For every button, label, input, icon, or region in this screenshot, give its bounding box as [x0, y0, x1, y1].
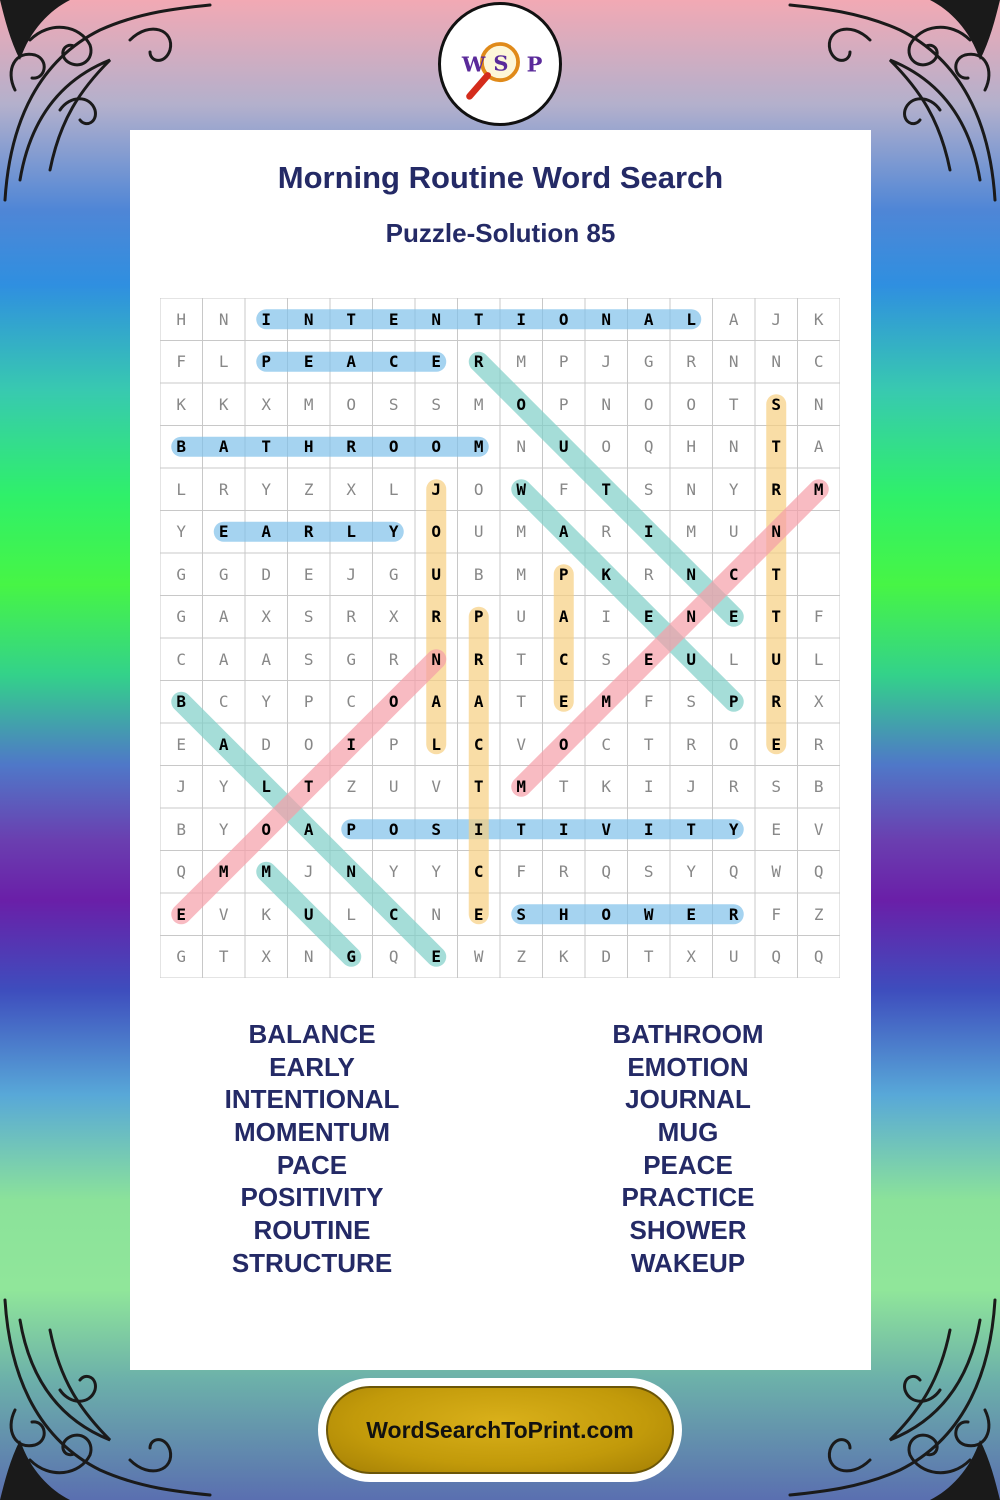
grid-cell: N	[601, 309, 612, 329]
grid-cell: M	[686, 522, 697, 542]
grid-cell: T	[558, 777, 569, 797]
grid-cell: L	[813, 649, 824, 669]
grid-cell: Q	[813, 862, 824, 882]
grid-cell: J	[771, 309, 782, 329]
grid-cell: M	[813, 479, 824, 499]
grid-cell: Z	[346, 777, 357, 797]
grid-cell: P	[388, 734, 399, 754]
grid-cell: T	[516, 692, 527, 712]
grid-cell: T	[218, 947, 229, 967]
grid-cell: O	[261, 819, 272, 839]
grid-cell: Q	[813, 947, 824, 967]
grid-cell: M	[303, 394, 314, 414]
grid-cell: R	[218, 479, 229, 499]
grid-cell: C	[728, 564, 739, 584]
grid-cell: N	[686, 564, 697, 584]
grid-cell: C	[346, 692, 357, 712]
grid-cell: X	[261, 947, 272, 967]
grid-cell: N	[218, 309, 229, 329]
grid-cell: B	[473, 564, 484, 584]
grid-cell: B	[813, 777, 824, 797]
grid-cell: E	[431, 352, 442, 372]
word-list-item: SHOWER	[629, 1215, 747, 1246]
grid-cell: U	[771, 649, 782, 669]
grid-cell: C	[176, 649, 187, 669]
grid-cell: L	[431, 734, 442, 754]
grid-cell: A	[218, 734, 229, 754]
logo-letter-p: P	[526, 51, 543, 77]
grid-cell: F	[516, 862, 527, 882]
grid-cell: O	[686, 394, 697, 414]
word-list-item: MOMENTUM	[234, 1117, 390, 1148]
page-subtitle: Puzzle-Solution 85	[385, 218, 616, 248]
grid-cell: O	[601, 904, 612, 924]
grid-cell: Q	[728, 862, 739, 882]
grid-cell: Q	[388, 947, 399, 967]
grid-cell: J	[176, 777, 187, 797]
grid-cell: R	[686, 352, 697, 372]
grid-cell	[798, 553, 841, 596]
grid-cell: P	[728, 692, 739, 712]
grid-cell: G	[643, 352, 654, 372]
grid-cell: U	[516, 607, 527, 627]
grid-cell: T	[601, 479, 612, 499]
grid-cell: R	[813, 734, 824, 754]
grid-cell: I	[473, 819, 484, 839]
grid-cell: J	[346, 564, 357, 584]
grid-cell: Y	[728, 819, 739, 839]
grid-cell: N	[431, 904, 442, 924]
grid-cell: R	[728, 904, 739, 924]
grid-cell: S	[431, 819, 442, 839]
grid-cell: I	[558, 819, 569, 839]
grid-cell: N	[601, 394, 612, 414]
grid-cell: G	[346, 947, 357, 967]
grid-cell: E	[176, 904, 187, 924]
word-list-item: BATHROOM	[612, 1019, 764, 1049]
grid-cell: I	[643, 522, 654, 542]
word-list-left	[132, 1018, 492, 1280]
grid-cell: L	[346, 522, 357, 542]
grid-cell: A	[431, 692, 442, 712]
grid-cell: M	[516, 352, 527, 372]
grid-cell: W	[473, 947, 484, 967]
grid-cell: O	[558, 309, 569, 329]
grid-cell: N	[431, 309, 442, 329]
word-list-item: STRUCTURE	[231, 1247, 393, 1278]
grid-cell: E	[771, 734, 782, 754]
grid-cell: X	[261, 394, 272, 414]
grid-cell: B	[176, 692, 187, 712]
grid-cell: I	[643, 819, 654, 839]
grid-cell: W	[771, 862, 782, 882]
grid-cell: I	[261, 309, 272, 329]
grid-cell: Z	[813, 904, 824, 924]
grid-cell: E	[728, 607, 739, 627]
grid-cell: Y	[261, 692, 272, 712]
grid-cell: S	[303, 607, 314, 627]
grid-cell: I	[516, 309, 527, 329]
grid-cell: C	[473, 862, 484, 882]
grid-cell: A	[728, 309, 739, 329]
grid-cell: U	[388, 777, 399, 797]
word-grid	[160, 298, 840, 978]
grid-cell: V	[601, 819, 612, 839]
grid-cell: H	[558, 904, 569, 924]
grid-cell: I	[643, 777, 654, 797]
grid-cell: L	[346, 904, 357, 924]
grid-cell: W	[643, 904, 654, 924]
grid-cell: P	[558, 394, 569, 414]
grid-cell: H	[176, 309, 187, 329]
grid-cell: C	[473, 734, 484, 754]
grid-cell: D	[601, 947, 612, 967]
grid-cell: T	[686, 819, 697, 839]
grid-cell: G	[176, 564, 187, 584]
grid-cell: I	[601, 607, 612, 627]
grid-cell: R	[473, 649, 484, 669]
grid-cell: A	[643, 309, 654, 329]
grid-cell: E	[686, 904, 697, 924]
grid-cell: R	[728, 777, 739, 797]
grid-cell: L	[388, 479, 399, 499]
logo-letter-s: S	[493, 50, 509, 76]
grid-cell: S	[303, 649, 314, 669]
grid-cell: R	[346, 607, 357, 627]
word-list-item: INTENTIONAL	[224, 1084, 400, 1115]
grid-cell: G	[176, 947, 187, 967]
grid-cell: N	[303, 947, 314, 967]
logo-letter-w: W	[461, 51, 486, 77]
grid-cell: T	[516, 649, 527, 669]
grid-cell: O	[431, 522, 442, 542]
grid-cell: R	[771, 692, 782, 712]
grid-cell: H	[686, 437, 697, 457]
grid-cell: J	[431, 479, 442, 499]
grid-cell: Q	[176, 862, 187, 882]
grid-cell: Y	[388, 522, 399, 542]
grid-cell: E	[388, 309, 399, 329]
grid-cell: C	[558, 649, 569, 669]
grid-cell: A	[346, 352, 357, 372]
grid-cell: P	[346, 819, 357, 839]
grid-cell: V	[431, 777, 442, 797]
grid-cell: C	[813, 352, 824, 372]
grid-cell: E	[473, 904, 484, 924]
grid-cell: R	[686, 734, 697, 754]
grid-cell: R	[601, 522, 612, 542]
grid-cell: N	[771, 352, 782, 372]
grid-cell: O	[431, 437, 442, 457]
grid-cell: T	[771, 607, 782, 627]
grid-cell: C	[601, 734, 612, 754]
grid-cell: F	[558, 479, 569, 499]
grid-cell: J	[686, 777, 697, 797]
grid-cell: O	[516, 394, 527, 414]
word-list-item: MUG	[657, 1117, 719, 1148]
grid-cell: Y	[218, 777, 229, 797]
grid-cell: E	[176, 734, 187, 754]
grid-cell: Q	[601, 862, 612, 882]
grid-cell: I	[346, 734, 357, 754]
grid-cell: X	[261, 607, 272, 627]
grid-cell: M	[516, 564, 527, 584]
grid-cell: Y	[176, 522, 187, 542]
grid-cell: K	[601, 564, 612, 584]
grid-cell: S	[643, 862, 654, 882]
grid-cell: C	[388, 352, 399, 372]
grid-cell: T	[728, 394, 739, 414]
grid-cell: G	[176, 607, 187, 627]
grid-cell: P	[558, 352, 569, 372]
grid-cell: P	[303, 692, 314, 712]
grid-cell: T	[771, 564, 782, 584]
website-link-button[interactable]: WordSearchToPrint.com	[326, 1386, 674, 1474]
grid-cell: R	[473, 352, 484, 372]
grid-cell: A	[261, 649, 272, 669]
grid-cell: N	[686, 607, 697, 627]
grid-cell: P	[261, 352, 272, 372]
grid-cell: K	[558, 947, 569, 967]
grid-cell: T	[473, 309, 484, 329]
grid-cell: R	[643, 564, 654, 584]
grid-cell: U	[728, 522, 739, 542]
grid-cell: U	[558, 437, 569, 457]
grid-cell: O	[728, 734, 739, 754]
grid-cell: D	[261, 734, 272, 754]
grid-cell: E	[643, 649, 654, 669]
grid-cell: L	[176, 479, 187, 499]
word-list-item: JOURNAL	[625, 1084, 751, 1115]
grid-cell: G	[346, 649, 357, 669]
grid-cell: N	[728, 352, 739, 372]
grid-cell: F	[813, 607, 824, 627]
grid-cell: R	[346, 437, 357, 457]
word-list-item: EMOTION	[627, 1051, 749, 1082]
grid-cell: R	[388, 649, 399, 669]
grid-cell: B	[176, 437, 187, 457]
grid-cell: Y	[686, 862, 697, 882]
grid-cell: U	[686, 649, 697, 669]
grid-cell: Z	[303, 479, 314, 499]
grid-cell: L	[218, 352, 229, 372]
grid-cell: A	[303, 819, 314, 839]
grid-cell: M	[473, 437, 484, 457]
grid-cell: A	[218, 649, 229, 669]
grid-cell: M	[516, 777, 527, 797]
grid-cell: B	[176, 819, 187, 839]
grid-cell: R	[558, 862, 569, 882]
grid-cell: N	[686, 479, 697, 499]
word-list-item: POSITIVITY	[240, 1182, 384, 1213]
grid-cell: Y	[431, 862, 442, 882]
grid-cell: J	[303, 862, 314, 882]
grid-cell: M	[261, 862, 272, 882]
grid-cell: F	[643, 692, 654, 712]
magnifier-icon	[470, 75, 488, 96]
grid-cell: N	[431, 649, 442, 669]
grid-cell: N	[516, 437, 527, 457]
word-list-item: BALANCE	[248, 1019, 376, 1049]
grid-cell: T	[473, 777, 484, 797]
grid-cell: A	[558, 522, 569, 542]
grid-cell: X	[388, 607, 399, 627]
grid-cell: A	[558, 607, 569, 627]
word-list-item: PEACE	[643, 1149, 733, 1180]
grid-cell: U	[728, 947, 739, 967]
grid-cell: O	[388, 437, 399, 457]
grid-cell: Y	[261, 479, 272, 499]
grid-cell: M	[218, 862, 229, 882]
grid-cell: E	[303, 352, 314, 372]
grid-cell	[798, 511, 841, 554]
grid-cell: O	[388, 819, 399, 839]
word-list-item: ROUTINE	[253, 1215, 371, 1246]
grid-cell: N	[771, 522, 782, 542]
word-list-right	[508, 1018, 868, 1280]
grid-cell: V	[218, 904, 229, 924]
grid-cell: X	[686, 947, 697, 967]
footer-badge	[318, 1378, 682, 1482]
page-title: Morning Routine Word Search	[277, 160, 724, 195]
grid-cell: X	[813, 692, 824, 712]
grid-cell: A	[261, 522, 272, 542]
grid-cell: O	[601, 437, 612, 457]
grid-cell: A	[218, 437, 229, 457]
grid-cell: P	[558, 564, 569, 584]
grid-cell: T	[771, 437, 782, 457]
grid-cell: S	[771, 777, 782, 797]
grid-cell: Y	[728, 479, 739, 499]
grid-cell: O	[643, 394, 654, 414]
grid-cell: R	[771, 479, 782, 499]
grid-cell: L	[686, 309, 697, 329]
grid-cell: V	[813, 819, 824, 839]
grid-cell: S	[431, 394, 442, 414]
grid-cell: R	[431, 607, 442, 627]
grid-cell: A	[218, 607, 229, 627]
grid-cell: H	[303, 437, 314, 457]
grid-cell: O	[346, 394, 357, 414]
grid-cell: A	[813, 437, 824, 457]
grid-cell: M	[601, 692, 612, 712]
grid-cell: O	[303, 734, 314, 754]
grid-cell: K	[601, 777, 612, 797]
grid-cell: Y	[218, 819, 229, 839]
grid-cell: E	[303, 564, 314, 584]
grid-cell: C	[388, 904, 399, 924]
grid-cell: T	[643, 947, 654, 967]
grid-cell: N	[813, 394, 824, 414]
grid-cell: K	[813, 309, 824, 329]
grid-cell: U	[431, 564, 442, 584]
puzzle-sheet	[130, 130, 871, 1370]
grid-cell: Z	[516, 947, 527, 967]
grid-cell: S	[516, 904, 527, 924]
grid-cell: E	[558, 692, 569, 712]
word-list-item: PACE	[276, 1149, 348, 1180]
grid-cell: O	[473, 479, 484, 499]
grid-cell: Q	[643, 437, 654, 457]
grid-cell: K	[176, 394, 187, 414]
grid-cell: T	[303, 777, 314, 797]
grid-cell: E	[643, 607, 654, 627]
grid-cell: N	[728, 437, 739, 457]
grid-cell: S	[601, 649, 612, 669]
grid-cell: K	[261, 904, 272, 924]
grid-cell: A	[473, 692, 484, 712]
grid-cell: Y	[388, 862, 399, 882]
grid-cell: Q	[771, 947, 782, 967]
grid-cell: N	[303, 309, 314, 329]
grid-cell: N	[346, 862, 357, 882]
grid-cell: J	[601, 352, 612, 372]
word-list-item: PRACTICE	[621, 1182, 755, 1213]
grid-cell: S	[388, 394, 399, 414]
grid-cell: F	[771, 904, 782, 924]
grid-cell: E	[431, 947, 442, 967]
grid-cell: X	[346, 479, 357, 499]
wsp-logo	[438, 2, 562, 126]
grid-cell: L	[261, 777, 272, 797]
grid-cell: L	[728, 649, 739, 669]
grid-cell: U	[303, 904, 314, 924]
grid-cell: S	[686, 692, 697, 712]
grid-cell: G	[388, 564, 399, 584]
grid-cell: S	[771, 394, 782, 414]
grid-cell: P	[473, 607, 484, 627]
grid-cell: T	[516, 819, 527, 839]
grid-cell: M	[473, 394, 484, 414]
word-list-item: EARLY	[269, 1051, 355, 1082]
grid-cell: U	[473, 522, 484, 542]
grid-cell: F	[176, 352, 187, 372]
grid-cell: T	[643, 734, 654, 754]
grid-cell: K	[218, 394, 229, 414]
grid-cell: O	[388, 692, 399, 712]
grid-cell: W	[516, 479, 527, 499]
grid-cell: S	[643, 479, 654, 499]
grid-cell: E	[771, 819, 782, 839]
grid-cell: G	[218, 564, 229, 584]
grid-cell: M	[516, 522, 527, 542]
grid-cell: T	[346, 309, 357, 329]
grid-cell: R	[303, 522, 314, 542]
grid-cell: T	[261, 437, 272, 457]
word-list-item: WAKEUP	[630, 1247, 746, 1278]
grid-cell: V	[516, 734, 527, 754]
grid-cell: O	[558, 734, 569, 754]
grid-cell: C	[218, 692, 229, 712]
grid-cell: D	[261, 564, 272, 584]
grid-cell: E	[218, 522, 229, 542]
